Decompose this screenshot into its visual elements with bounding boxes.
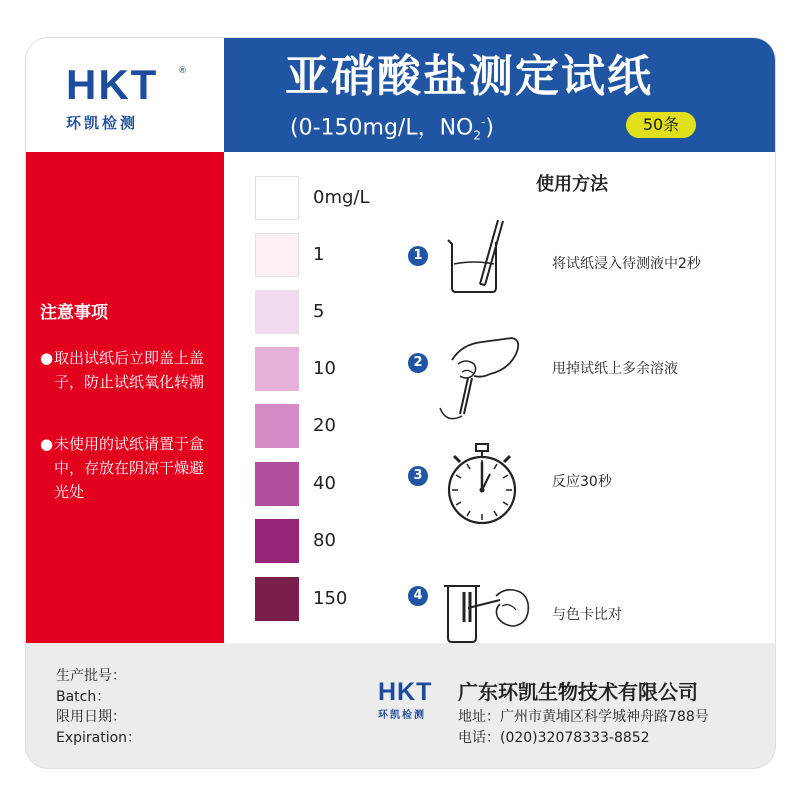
- bullet-icon: ●: [40, 435, 54, 453]
- color-swatch: [255, 577, 299, 621]
- count-badge: 50条: [626, 112, 696, 138]
- footer-brand-logo: HKT: [378, 678, 433, 706]
- color-swatch: [255, 176, 299, 220]
- swatch-label: 20: [313, 415, 336, 436]
- swatch-label: 10: [313, 358, 336, 379]
- brand-logo-panel: [26, 38, 224, 152]
- batch-label-cn: 生产批号：: [56, 668, 126, 684]
- notice-text: 未使用的试纸请置于盒中，存放在阴凉干燥避光处: [54, 435, 205, 501]
- step-text-1: 将试纸浸入待测液中2秒: [552, 256, 701, 272]
- step-number-4: 4: [408, 586, 428, 606]
- measure-range: [290, 108, 494, 150]
- product-title: 亚硝酸盐测定试纸: [285, 51, 653, 102]
- title-banner: [224, 38, 775, 152]
- stopwatch-icon: [442, 442, 522, 528]
- swatch-label: 1: [313, 244, 325, 265]
- product-label: [26, 38, 775, 768]
- company-phone: 电话：(020)32078333-8852: [458, 730, 650, 746]
- expiry-label-cn: 限用日期：: [56, 709, 126, 725]
- step-number-1: 1: [408, 246, 428, 266]
- notice-item: [40, 432, 220, 504]
- step-number-3: 3: [408, 466, 428, 486]
- color-swatch: [255, 519, 299, 563]
- swatch-label: 40: [313, 473, 336, 494]
- beaker-strip-icon: [442, 216, 512, 296]
- notice-panel: [26, 152, 224, 643]
- swatch-label: 150: [313, 588, 348, 609]
- color-swatch: [255, 290, 299, 334]
- range-subscript: 2: [473, 128, 481, 143]
- brand-name-cn: 环凯检测: [66, 114, 139, 132]
- hand-shake-icon: [438, 330, 526, 424]
- compare-strip-icon: [440, 578, 534, 646]
- color-swatch: [255, 347, 299, 391]
- step-text-3: 反应30秒: [552, 474, 612, 490]
- step-text-2: 甩掉试纸上多余溶液: [552, 361, 678, 377]
- batch-label-en: Batch：: [56, 688, 111, 705]
- company-address: 地址：广州市黄埔区科学城神舟路788号: [458, 709, 709, 725]
- footer-brand-name-cn: 环凯检测: [378, 710, 426, 721]
- color-swatch: [255, 233, 299, 277]
- range-superscript: -: [481, 115, 486, 129]
- main-panel: [224, 152, 775, 643]
- swatch-label: 80: [313, 530, 336, 551]
- range-suffix: ): [485, 115, 494, 141]
- registered-mark: ®: [178, 66, 187, 76]
- step-number-2: 2: [408, 353, 428, 373]
- color-swatch: [255, 462, 299, 506]
- brand-logo: HKT: [66, 61, 159, 108]
- notice-title: 注意事项: [40, 303, 108, 323]
- company-name: 广东环凯生物技术有限公司: [458, 680, 698, 704]
- expiry-label-en: Expiration：: [56, 729, 142, 746]
- bullet-icon: ●: [40, 349, 54, 367]
- range-prefix: (0-150mg/L，NO: [290, 115, 474, 141]
- notice-text: 取出试纸后立即盖上盖子，防止试纸氧化转潮: [54, 349, 205, 391]
- step-text-4: 与色卡比对: [552, 607, 622, 623]
- swatch-label: 5: [313, 301, 325, 322]
- swatch-label: 0mg/L: [313, 187, 370, 208]
- notice-item: [40, 346, 220, 394]
- color-swatch: [255, 404, 299, 448]
- batch-expiry-fields: [56, 666, 141, 748]
- howto-title: 使用方法: [536, 174, 608, 195]
